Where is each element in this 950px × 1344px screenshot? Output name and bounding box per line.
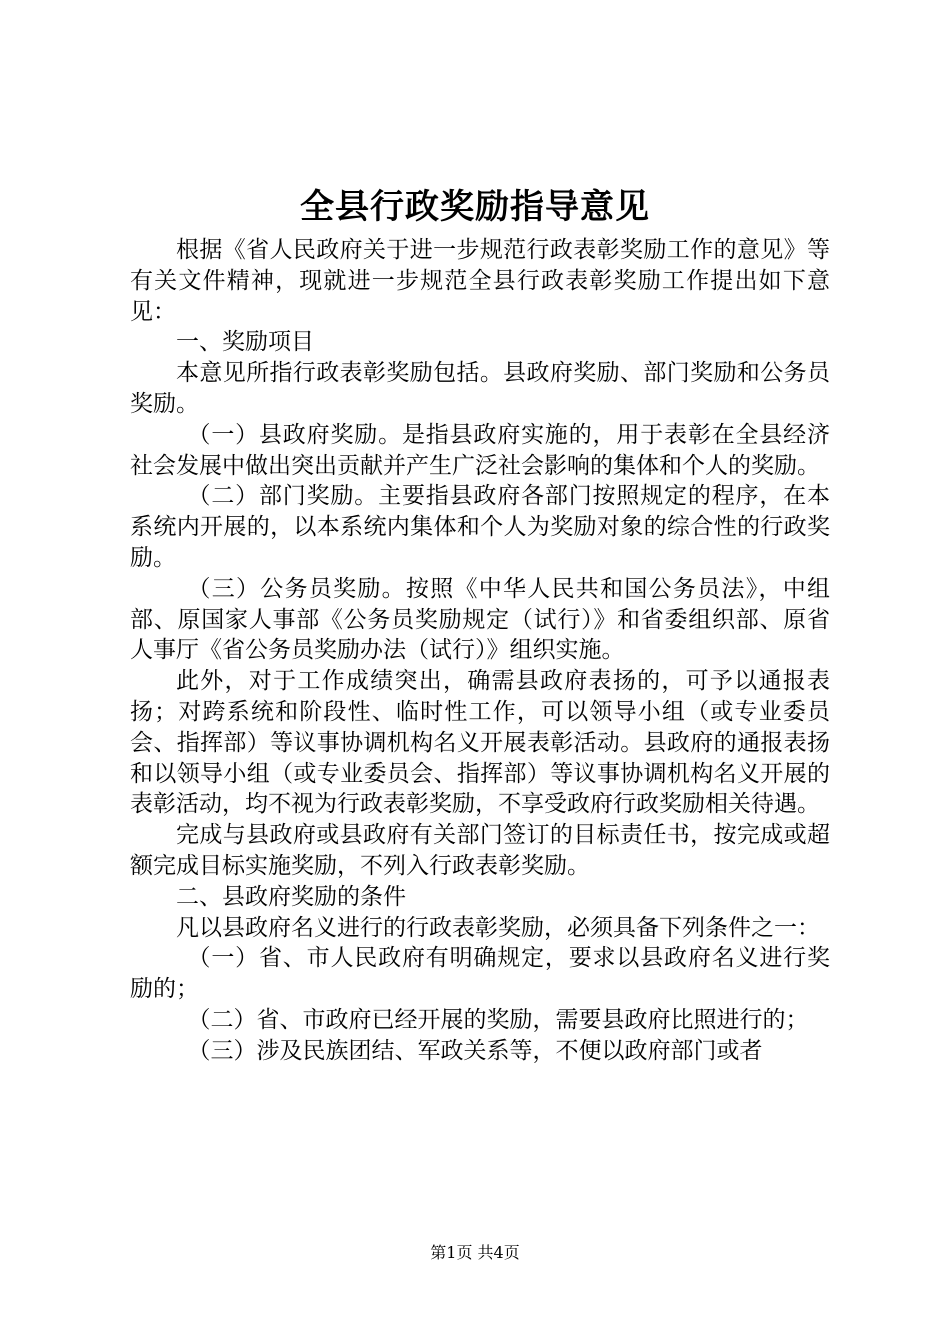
list-item: （二）部门奖励。主要指县政府各部门按照规定的程序，在本系统内开展的，以本系统内集体和个人为奖励对象的综合性的行政奖励。 <box>130 483 830 571</box>
list-item: （三）公务员奖励。按照《中华人民共和国公务员法》，中组部、原国家人事部《公务员奖励规定（试行）》和省委组织部、原省人事厅《省公务员奖励办法（试行）》组织实施。 <box>130 575 830 664</box>
list-item: （一）省、市人民政府有明确规定，要求以县政府名义进行奖励的； <box>130 945 830 1003</box>
document-title: 全县行政奖励指导意见 <box>300 187 650 227</box>
paragraph-intro: 根据《省人民政府关于进一步规范行政表彰奖励工作的意见》等有关文件精神，现就进一步规范全县行政表彰奖励工作提出如下意见： <box>130 237 830 325</box>
paragraph: 本意见所指行政表彰奖励包括。县政府奖励、部门奖励和公务员奖励。 <box>130 360 830 417</box>
list-item: （二）省、市政府已经开展的奖励，需要县政府比照进行的； <box>187 1006 809 1033</box>
section-heading-2: 二、县政府奖励的条件 <box>176 883 406 910</box>
paragraph: 此外，对于工作成绩突出，确需县政府表扬的，可予以通报表扬；对跨系统和阶段性、临时性工作，可以领导小组（或专业委员会、指挥部）等议事协调机构名义开展表彰活动。县政府的通报表扬和以领导小组（或专业委员会、指挥部）等议事协调机构名义开展的表彰活动，均不视为行政表彰奖励，不享受政府行政奖励相关待遇。 <box>130 668 830 818</box>
list-item: （一）县政府奖励。是指县政府实施的，用于表彰在全县经济社会发展中做出突出贡献并产生广泛社会影响的集体和个人的奖励。 <box>130 421 830 479</box>
page-footer: 第1页 共4页 <box>430 1243 520 1262</box>
paragraph: 完成与县政府或县政府有关部门签订的目标责任书，按完成或超额完成目标实施奖励，不列入行政表彰奖励。 <box>130 822 830 879</box>
section-heading-1: 一、奖励项目 <box>176 329 314 356</box>
list-item: （三）涉及民族团结、军政关系等，不便以政府部门或者 <box>187 1037 763 1064</box>
paragraph: 凡以县政府名义进行的行政表彰奖励，必须具备下列条件之一： <box>176 914 820 941</box>
document-body <box>130 235 830 1067</box>
